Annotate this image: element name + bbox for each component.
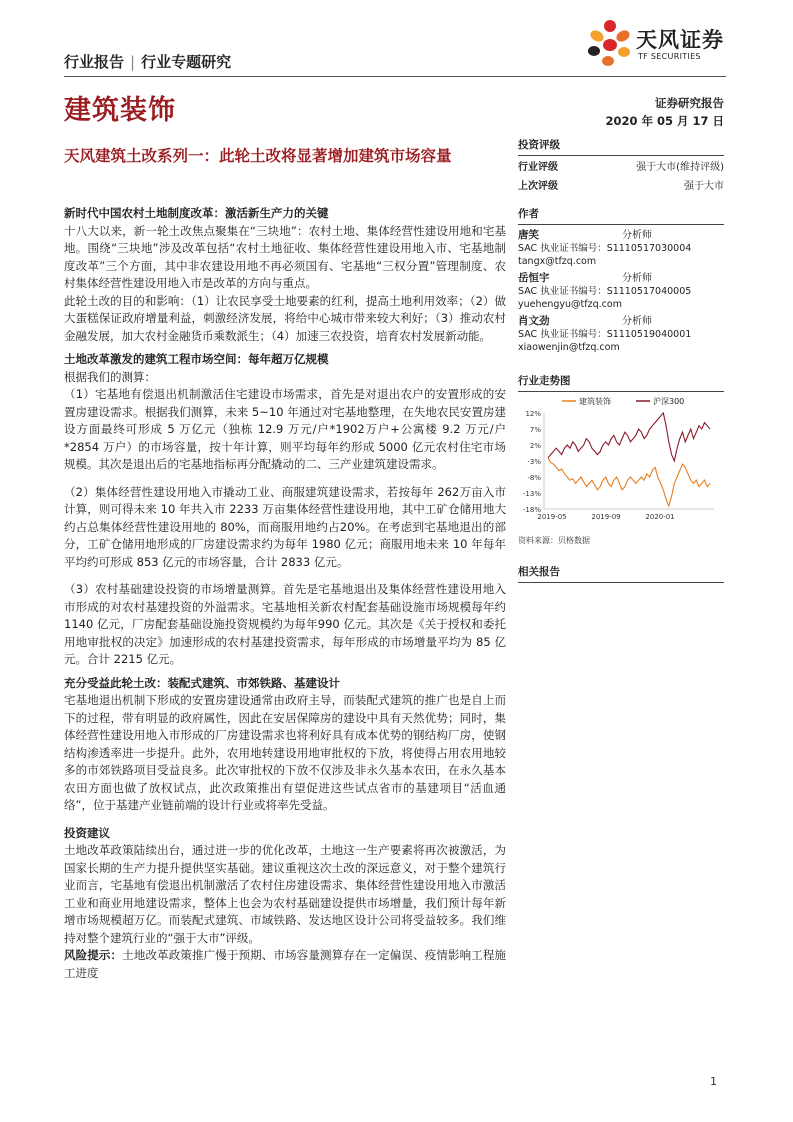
report-date: 2020 年 05 月 17 日 [605, 114, 724, 128]
tf-logo-icon [586, 18, 634, 72]
body-paragraph: （3）农村基础建设投资的市场增量测算。首先是宅基地退出及集体经营性建设用地入市形成的对农村基建投资的外溢需求。宅基地相关新农村配套基础设施市场规模每年约 1140 亿元，厂房配套基础设施投资规模约为每年990 亿元。其次是《关于授权和委托用地审批权的决定》加速形成的农村基建投资需求，每年形成的市场增量平均为 85 亿元。合计 2215 亿元。 [64, 582, 506, 666]
author-role: 分析师 [622, 316, 652, 327]
section-heading: 土地改革激发的建筑工程市场空间：每年超万亿规模 [64, 352, 329, 366]
author-email[interactable]: xiaowenjin@tfzq.com [518, 342, 620, 353]
risk-label: 风险提示： [64, 948, 123, 962]
section-heading: 新时代中国农村土地制度改革：激活新生产力的关键 [64, 206, 329, 220]
author-name: 肖文劲 [518, 315, 550, 327]
author-card [518, 229, 724, 268]
y-tick-label: -18% [522, 506, 541, 514]
author-card [518, 315, 724, 354]
y-tick-label: -8% [527, 474, 541, 482]
y-tick-label: 2% [529, 442, 541, 450]
trend-heading: 行业走势图 [518, 373, 724, 392]
author-sac: SAC 执业证书编号：S1110517030004 [518, 243, 692, 254]
risk-paragraph [64, 947, 506, 982]
body-paragraph: 土地改革政策陆续出台，通过进一步的优化改革，土地这一生产要素将再次被激活，为国家长期的生产力提升提供坚实基础。建议重视这次土改的深远意义，对于整个建筑行业而言，宅基地有偿退出机制激活了农村住房建设需求、集体经营性建设用地入市激活工业和商业用地建设需求，整体上也会为农村基础建设提供市场增量，我们预计每年新增市场规模超万亿。而装配式建筑、市域铁路、发达地区设计公司将受益较多。我们维持对整个建筑行业的“强于大市”评级。 [64, 843, 506, 945]
rating-row [518, 177, 724, 196]
author-role: 分析师 [622, 230, 652, 241]
body-paragraph: 十八大以来，新一轮土改焦点聚集在“三块地”：农村土地、集体经营性建设用地和宅基地。围绕“三块地”涉及改革包括“农村土地征收、集体经营性建设用地入市、宅基地制度改革”三个方面，其中非农建设用地不再必须国有、宅基地“三权分置”管理制度、农村集体经营性建设用地入市是改革的方向与重点。 [64, 223, 506, 290]
author-role: 分析师 [622, 273, 652, 284]
chart-source: 资料来源：贝格数据 [518, 536, 590, 545]
series-line [548, 413, 710, 461]
header-separator: | [130, 53, 136, 71]
author-email[interactable]: tangx@tfzq.com [518, 256, 597, 267]
authors-heading: 作者 [518, 206, 724, 225]
section-heading: 投资建议 [64, 825, 110, 840]
body-paragraph: 宅基地退出机制下形成的安置房建设通常由政府主导，而装配式建筑的推广也是自上而下的过程，带有明显的政府属性，因此在安居保障房的建设中具有天然优势；同时，集体经营性建设用地入市形成的厂房建设需求也将利好具有成本优势的钢结构厂房，使钢结构渗透率进一步提升。此外，农用地转建设用地审批权的下放，将使得占用农用地较多的市郊铁路项目受益良多。此次审批权的下放不仅涉及非永久基本农田，在永久基本农田方面也做了放权试点，此次政策推出有望促进这些试点省市的基建项目“活血通络”，位于基建产业链前端的设计行业或将率先受益。 [64, 693, 506, 812]
logo-text: 天风证券 [636, 28, 724, 52]
x-tick-label: 2019-09 [591, 513, 621, 521]
author-email[interactable]: yuehengyu@tfzq.com [518, 299, 622, 310]
y-tick-label: 7% [529, 426, 541, 434]
body-paragraph: （2）集体经营性建设用地入市撬动工业、商服建筑建设需求，若按每年 262万亩入市计算，则可得未来 10 年共入市 2233 万亩集体经营性建设用地，其中工矿仓储用地大约占总集体经营性建设用地的 80%，而商服用地约占20%。在考虑到宅基地退出的部分，工矿仓储用地形成的厂房建设需求约为每年 1980 亿元；商服用地未来 10 年每年平均约可形成 853 亿元的市场容量，合计 2833 亿元。 [64, 484, 506, 569]
rating-key: 上次评级 [518, 181, 558, 192]
logo-text-en: TF SECURITIES [638, 52, 701, 61]
body-paragraph: （1）宅基地有偿退出机制激活住宅建设市场需求，首先是对退出农户的安置形成的安置房建设需求。根据我们测算，未来 5~10 年通过对宅基地整理，在失地农民安置房建设方面最终可形成 5 万亿元（独栋 12.9 万元/户*1902万户+公寓楼 9.2 万元/户*2854 万户）的市场容量，按十年计算，则平均每年约形成 5000 亿元农村住宅市场规模。其次是退出后的宅基地指标再分配撬动的二、三产业建筑建设需求。 [64, 387, 506, 471]
author-sac: SAC 执业证书编号：S1110519040001 [518, 329, 692, 340]
y-tick-label: -13% [522, 490, 541, 498]
x-tick-label: 2019-05 [537, 513, 567, 521]
series-line [548, 458, 710, 506]
y-tick-label: -3% [527, 458, 541, 466]
rating-panel [518, 137, 724, 196]
header-divider [64, 76, 726, 77]
authors-panel [518, 206, 724, 354]
x-tick-label: 2020-01 [645, 513, 675, 521]
rating-row [518, 158, 724, 177]
related-heading: 相关报告 [518, 564, 724, 583]
rating-value: 强于大市 [684, 181, 724, 192]
rating-heading: 投资评级 [518, 137, 724, 156]
author-name: 岳恒宇 [518, 272, 550, 284]
report-body [64, 205, 506, 982]
risk-text: 土地改革政策推广慢于预期、市场容量测算存在一定偏误、疫情影响工程施工进度 [64, 948, 507, 980]
report-category [64, 51, 231, 72]
page-number: 1 [710, 1075, 717, 1088]
author-name: 唐笑 [518, 229, 539, 241]
body-paragraph: 此轮土改的目的和影响：（1）让农民享受土地要素的红利，提高土地利用效率；（2）做大蛋糕保证政府增量利益，刺激经济发展，将给中心城市带来较大利好；（3）推动农村金融发展，加大农村金融货币乘数派生；（4）加速三农投资，培育农村发展新动能。 [64, 293, 506, 343]
report-subtype: 行业专题研究 [141, 53, 232, 71]
legend-label: 建筑装饰 [579, 397, 611, 406]
related-panel [518, 564, 724, 583]
report-title: 天风建筑土改系列一：此轮土改将显著增加建筑市场容量 [64, 147, 452, 165]
trend-chart [518, 393, 724, 528]
legend-label: 沪深300 [653, 397, 685, 406]
report-type: 行业报告 [64, 53, 125, 71]
industry-title: 建筑装饰 [64, 95, 176, 126]
trend-panel [518, 373, 724, 392]
body-paragraph: 根据我们的测算： [64, 369, 156, 384]
section-heading: 充分受益此轮土改：装配式建筑、市郊铁路、基建设计 [64, 675, 340, 690]
author-sac: SAC 执业证书编号：S1110517040005 [518, 286, 692, 297]
rating-value: 强于大市(维持评级) [636, 162, 724, 173]
author-card [518, 272, 724, 311]
report-label: 证券研究报告 [655, 96, 724, 110]
rating-key: 行业评级 [518, 162, 558, 173]
y-tick-label: 12% [525, 410, 541, 418]
